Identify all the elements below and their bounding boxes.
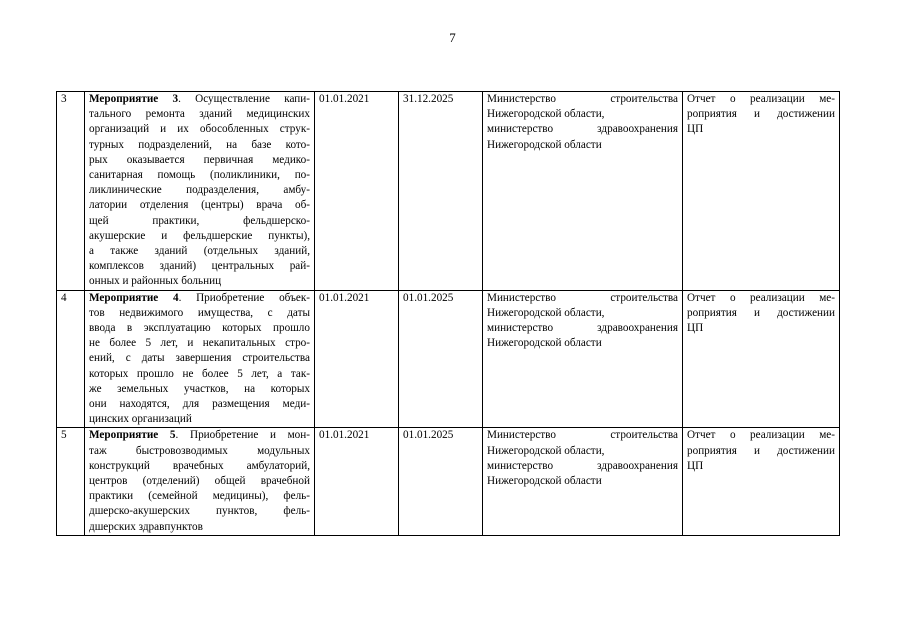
measure-description-line: центров (отделений) общей врачебной [89, 475, 310, 488]
expected-result [683, 428, 840, 535]
measure-description-line [89, 428, 310, 443]
measure-description-line: которых прошло не более 5 лет, а так- [89, 367, 310, 380]
table-row [57, 290, 840, 428]
measure-title: Мероприятие 5 [89, 429, 176, 442]
measure-description-line: цинских организаций [89, 413, 192, 426]
organization-line: Нижегородской области [487, 475, 602, 488]
end-date: 01.01.2025 [399, 290, 483, 428]
row-number: 3 [57, 92, 85, 291]
responsible-organization [483, 290, 683, 428]
result-line: роприятия и достижении [687, 306, 835, 319]
measure-description-line: онных и районных больниц [89, 275, 222, 288]
measure-description-line: санитарная помощь (поликлиники, по- [89, 169, 310, 182]
end-date: 01.01.2025 [399, 428, 483, 535]
measure-description-line: они находятся, для размещения меди- [89, 398, 310, 411]
measure-description-line: же земельных участков, на которых [89, 382, 310, 395]
result-line: ЦП [687, 322, 704, 335]
measure-description [85, 428, 315, 535]
measure-title: Мероприятие 4 [89, 291, 179, 304]
measures-table [56, 91, 840, 536]
result-line: ЦП [687, 123, 704, 136]
measure-description-line: акушерские и фельдшерские пункты), [89, 229, 310, 242]
measure-description-line: практики (семейной медицины), фель- [89, 490, 310, 503]
measure-description-line: конструкций врачебных амбулаторий, [89, 459, 310, 472]
measure-description-line: ений, с даты завершения строительства [89, 352, 310, 365]
result-line: Отчет о реализации ме- [687, 291, 835, 304]
measure-description-text: . Приобретение объек- [178, 291, 310, 304]
measure-description-line [89, 291, 310, 306]
measure-description-line: дшерских здравпунктов [89, 520, 203, 533]
organization-line: Нижегородской области, [487, 306, 605, 319]
result-line: роприятия и достижении [687, 444, 835, 457]
measure-description-line: тального ремонта зданий медицинских [89, 108, 310, 121]
measure-description-line: щей практики, фельдшерско- [89, 214, 310, 227]
expected-result [683, 290, 840, 428]
organization-line: Министерство строительства [487, 291, 678, 304]
row-number: 4 [57, 290, 85, 428]
measure-title: Мероприятие 3 [89, 93, 179, 105]
result-line: роприятия и достижении [687, 108, 835, 121]
responsible-organization [483, 92, 683, 291]
page-number: 7 [449, 30, 456, 45]
table-row [57, 92, 840, 291]
result-line: ЦП [687, 459, 704, 472]
measure-description-line: турных подразделений, на базе кото- [89, 138, 310, 151]
end-date: 31.12.2025 [399, 92, 483, 291]
measure-description-line: организаций и их обособленных струк- [89, 123, 310, 136]
start-date: 01.01.2021 [315, 290, 399, 428]
organization-line: Нижегородской области [487, 138, 602, 151]
measure-description-line: ввода в эксплуатацию которых прошло [89, 322, 310, 335]
start-date: 01.01.2021 [315, 428, 399, 535]
measure-description-line: ликлинические подразделения, амбу- [89, 184, 310, 197]
organization-line: Нижегородской области, [487, 108, 605, 121]
measure-description-line: дшерско-акушерских пунктов, фель- [89, 505, 310, 518]
result-line: Отчет о реализации ме- [687, 93, 835, 105]
measure-description-line [89, 92, 310, 107]
measure-description [85, 92, 315, 291]
row-number: 5 [57, 428, 85, 535]
measure-description-line: а также зданий (отдельных зданий, [89, 245, 310, 258]
responsible-organization [483, 428, 683, 535]
table-row [57, 428, 840, 535]
measure-description-line: таж быстровозводимых модульных [89, 444, 310, 457]
organization-line: Министерство строительства [487, 93, 678, 105]
measure-description-line: комплексов зданий) центральных рай- [89, 260, 310, 273]
organization-line: министерство здравоохранения [487, 322, 678, 335]
expected-result [683, 92, 840, 291]
measure-description-line: тов недвижимого имущества, с даты [89, 306, 310, 319]
measure-description [85, 290, 315, 428]
measure-description-line: не более 5 лет, и некапитальных стро- [89, 337, 310, 350]
start-date: 01.01.2021 [315, 92, 399, 291]
measure-description-line: латории отделения (центры) врача об- [89, 199, 310, 212]
measure-description-text: . Осуществление капи- [178, 93, 310, 105]
table-body [57, 92, 840, 536]
organization-line: Нижегородской области, [487, 444, 605, 457]
measure-description-text: . Приобретение и мон- [175, 429, 310, 442]
organization-line: Министерство строительства [487, 429, 678, 442]
organization-line: министерство здравоохранения [487, 123, 678, 136]
organization-line: Нижегородской области [487, 337, 602, 350]
result-line: Отчет о реализации ме- [687, 429, 835, 442]
measure-description-line: рых оказывается первичная медико- [89, 153, 310, 166]
organization-line: министерство здравоохранения [487, 459, 678, 472]
